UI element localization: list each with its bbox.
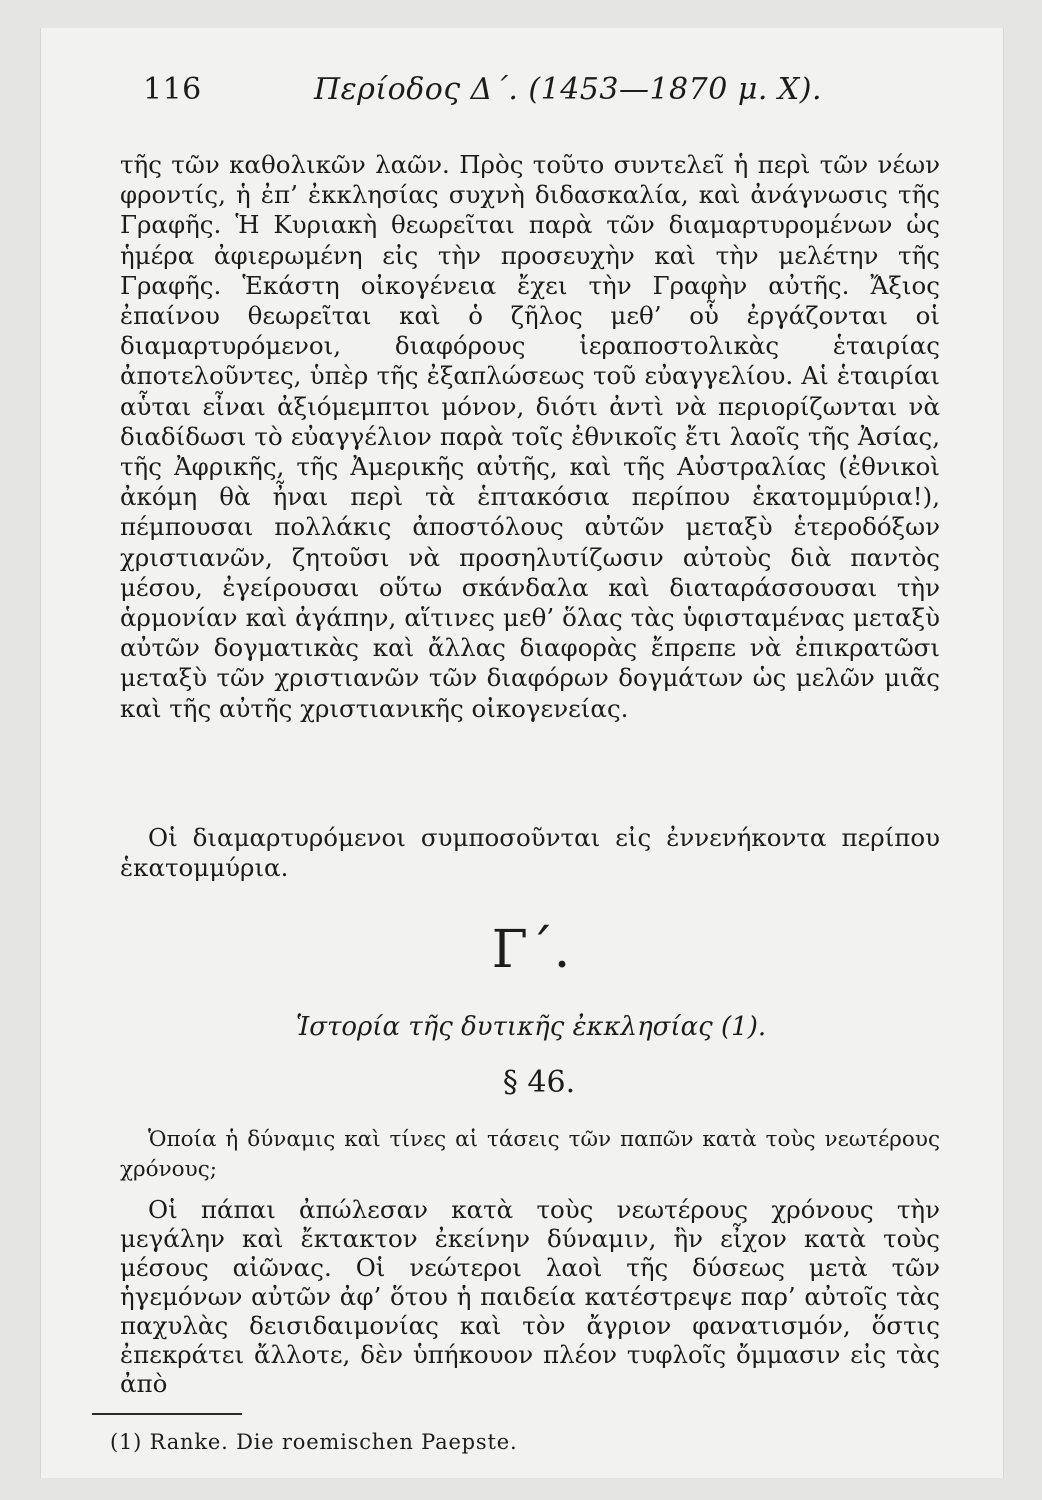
question-block [120, 1125, 940, 1185]
answer-block [120, 1195, 940, 1398]
second-paragraph: Οἱ διαμαρτυρόμενοι συμποσοῦνται εἰς ἐννενήκοντα περίπου ἑκατομμύρια. [120, 823, 940, 883]
section-letter: Γ΄. [491, 920, 571, 980]
page-number: 116 [143, 72, 202, 107]
page-header [0, 72, 1042, 122]
intro-paragraph: τῆς τῶν καθολικῶν λαῶν. Πρὸς τοῦτο συντελεῖ ἡ περὶ τῶν νέων φροντίς, ἡ ἐπ’ ἐκκλησίας συχνὴ διδασκαλία, καὶ ἀνάγνωσις τῆς Γραφῆς. Ἡ Κυριακὴ θεωρεῖται παρὰ τῶν διαμαρτυρομένων ὡς ἡμέρα ἀφιερωμένη εἰς τὴν προσευχὴν καὶ τὴν μελέτην τῆς Γραφῆς. Ἑκάστη οἰκογένεια ἔχει τὴν Γραφὴν αὐτῆς. Ἄξιος ἐπαίνου θεωρεῖται καὶ ὁ ζῆλος μεθ’ οὗ ἐργάζονται οἱ διαμαρτυρόμενοι, διαφόρους ἱεραποστολικὰς ἑταιρίας ἀποτελοῦντες, ὑπὲρ τῆς ἐξαπλώσεως τοῦ εὐαγγελίου. Αἱ ἑταιρίαι αὗται εἶναι ἀξιόμεμπτοι μόνον, διότι ἀντὶ νὰ περιορίζωνται νὰ διαδίδωσι τὸ εὐαγγέλιον παρὰ τοῖς ἐθνικοῖς ἔτι λαοῖς τῆς Ἀσίας, τῆς Ἀφρικῆς, τῆς Ἀμερικῆς αὐτῆς, καὶ τῆς Αὐστραλίας (ἐθνικοὶ ἀκόμη θὰ ἦναι περὶ τὰ ἑπτακόσια περίπου ἑκατομμύρια!), πέμπουσαι πολλάκις ἀποστόλους αὐτῶν μεταξὺ ἑτεροδόξων χριστιανῶν, ζητοῦσι νὰ προσηλυτίζωσιν αὐτοὺς διὰ παντὸς μέσου, ἐγείρουσαι οὕτω σκάνδαλα καὶ διαταράσσουσαι τὴν ἁρμονίαν καὶ ἀγάπην, αἵτινες μεθ’ ὅλας τὰς ὑφισταμένας μεταξὺ αὐτῶν δογματικὰς καὶ ἄλλας διαφορὰς ἔπρεπε νὰ ἐπικρατῶσι μεταξὺ τῶν χριστιανῶν τῶν διαφόρων δογμάτων ὡς μελῶν μιᾶς καὶ τῆς αὐτῆς χριστιανικῆς οἰκογενείας. [120, 150, 940, 723]
intro-paragraph-block [120, 150, 940, 724]
running-title: Περίοδος Δ΄. (1453—1870 μ. Χ). [314, 72, 823, 107]
footnote: (1) Ranke. Die roemischen Paepste. [110, 1430, 518, 1454]
answer-paragraph: Οἱ πάπαι ἀπώλεσαν κατὰ τοὺς νεωτέρους χρόνους τὴν μεγάλην καὶ ἔκτακτον ἐκείνην δύναμιν, ἣν εἶχον κατὰ τοὺς μέσους αἰῶνας. Οἱ νεώτεροι λαοὶ τῆς δύσεως μετὰ τῶν ἡγεμόνων αὐτῶν ἀφ’ ὅτου ἡ παιδεία κατέστρεψε παρ’ αὐτοῖς τὰς παχυλὰς δεισιδαιμονίας καὶ τὸν ἄγριον φανατισμόν, ὅστις ἐπεκράτει ἄλλοτε, δὲν ὑπήκουον πλέον τυφλοῖς ὄμμασιν εἰς τὰς ἀπὸ [120, 1195, 940, 1398]
section-title: Ἱστορία τῆς δυτικῆς ἐκκλησίας (1). [295, 1012, 767, 1042]
footnote-rule [92, 1413, 242, 1415]
question-text: Ὁποία ἡ δύναμις καὶ τίνες αἱ τάσεις τῶν παπῶν κατὰ τοὺς νεωτέρους χρόνους; [120, 1127, 940, 1182]
paragraph-number: § 46. [502, 1065, 576, 1100]
second-paragraph-block [120, 823, 940, 883]
